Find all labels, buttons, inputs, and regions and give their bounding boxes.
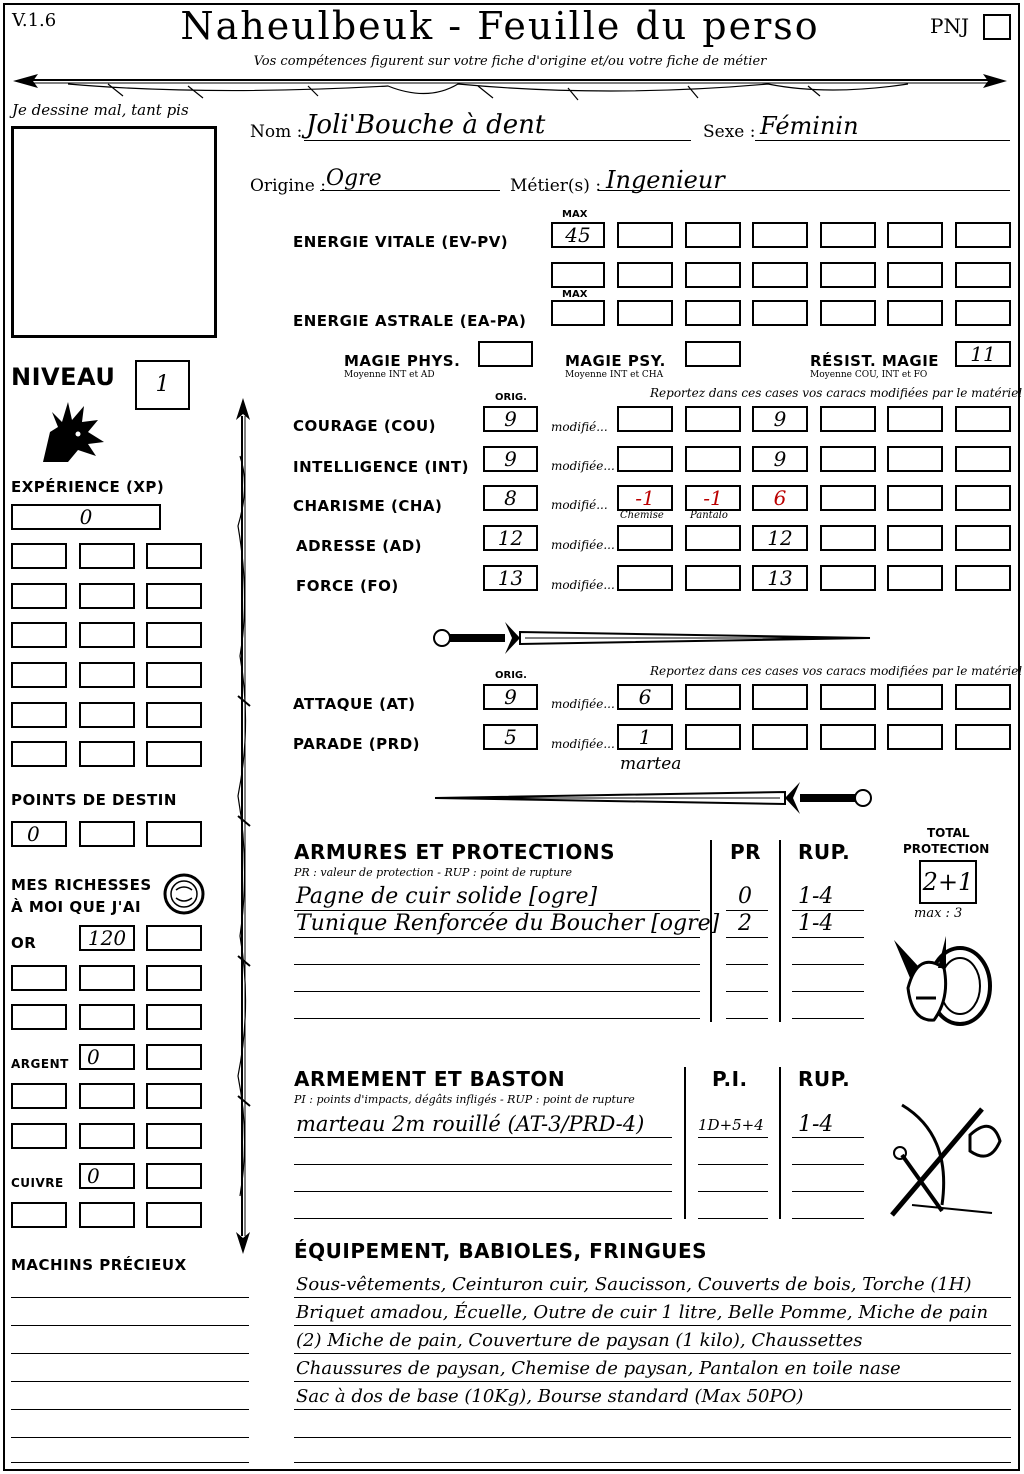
xp-cell[interactable] — [79, 741, 135, 767]
argent-box[interactable] — [146, 1044, 202, 1070]
ea-box[interactable] — [617, 300, 673, 326]
ev-box[interactable] — [752, 222, 808, 248]
magie-psy-box[interactable] — [685, 341, 741, 367]
or-box[interactable] — [11, 965, 67, 991]
metier-value[interactable]: Ingenieur — [606, 166, 725, 194]
destin-label: POINTS DE DESTIN — [11, 791, 177, 809]
int-orig-box[interactable]: 9 — [483, 446, 538, 472]
cou-mod-box[interactable] — [685, 406, 741, 432]
cou-mod-box[interactable] — [955, 406, 1011, 432]
prd-mod-box[interactable] — [955, 724, 1011, 750]
ev-box[interactable] — [955, 262, 1011, 288]
ev-box[interactable] — [551, 262, 605, 288]
nom-label: Nom : — [250, 122, 303, 142]
armures-note: PR : valeur de protection - RUP : point de rupture — [294, 866, 572, 879]
prd-mod-box[interactable] — [820, 724, 876, 750]
richesses-label: MES RICHESSES — [11, 876, 152, 894]
int-mod-box[interactable]: 9 — [752, 446, 808, 472]
ev-box[interactable] — [685, 222, 741, 248]
total-protection-label: TOTAL — [927, 826, 970, 840]
precieux-line[interactable] — [11, 1409, 249, 1410]
or-box[interactable] — [11, 1004, 67, 1030]
fo-mod-box[interactable] — [955, 565, 1011, 591]
fo-label: FORCE (FO) — [296, 577, 399, 595]
cuivre-box[interactable] — [146, 1163, 202, 1189]
cha-label: CHARISME (CHA) — [293, 497, 443, 515]
xp-cell[interactable] — [146, 622, 202, 648]
prd-mod-box[interactable]: 1 — [617, 724, 673, 750]
ad-mod-box[interactable] — [955, 525, 1011, 551]
sword-ornament — [430, 778, 875, 818]
int-label: INTELLIGENCE (INT) — [293, 458, 469, 476]
cuivre-box[interactable] — [146, 1202, 202, 1228]
xp-cell[interactable] — [11, 662, 67, 688]
equipement-line[interactable]: Sac à dos de base (10Kg), Bourse standard (Max 50PO) — [296, 1386, 804, 1407]
precieux-line[interactable] — [11, 1381, 249, 1382]
xp-cell[interactable] — [11, 583, 67, 609]
at-mod-box[interactable]: 6 — [617, 684, 673, 710]
or-box[interactable]: 120 — [79, 925, 135, 951]
ea-max-box[interactable] — [551, 300, 605, 326]
page-subtitle: Vos compétences figurent sur votre fiche d'origine et/ou votre fiche de métier — [253, 54, 767, 69]
ev-box[interactable] — [617, 222, 673, 248]
niveau-label: NIVEAU — [11, 363, 116, 391]
prd-orig-box[interactable]: 5 — [483, 724, 538, 750]
dragon-head-icon — [38, 392, 108, 466]
precieux-line[interactable] — [11, 1353, 249, 1354]
xp-cell[interactable] — [146, 741, 202, 767]
at-mod-box[interactable] — [955, 684, 1011, 710]
armure-row-rup[interactable]: 1-4 — [798, 884, 834, 909]
magie-phys-label: MAGIE PHYS. — [344, 352, 461, 370]
nom-value[interactable]: Joli'Bouche à dent — [306, 110, 546, 140]
ev-box[interactable] — [685, 262, 741, 288]
ad-label: ADRESSE (AD) — [296, 537, 423, 555]
int-mod-box[interactable] — [617, 446, 673, 472]
precieux-line[interactable] — [11, 1437, 249, 1438]
stats-orig-label: ORIG. — [495, 392, 527, 403]
at-mod-box[interactable] — [685, 684, 741, 710]
armure-row-pr[interactable]: 0 — [738, 884, 752, 909]
destin-box[interactable] — [79, 821, 135, 847]
or-box[interactable] — [146, 1004, 202, 1030]
xp-cell[interactable] — [79, 662, 135, 688]
xp-cell[interactable] — [11, 543, 67, 569]
fo-mod-label: modifiée... — [551, 578, 615, 592]
cha-mod-box[interactable] — [820, 485, 876, 511]
armement-note: PI : points d'impacts, dégâts infligés - RUP : point de rupture — [294, 1093, 635, 1106]
ad-orig-box[interactable]: 12 — [483, 525, 538, 551]
ev-box[interactable] — [887, 262, 943, 288]
ev-box[interactable] — [617, 262, 673, 288]
magie-phys-box[interactable] — [478, 341, 533, 367]
sword-ornament — [430, 618, 875, 658]
cha-orig-box[interactable]: 8 — [483, 485, 538, 511]
combat-report-note: Reportez dans ces cases vos caracs modifiées par le matériel — [650, 664, 1023, 678]
cha-mod-box[interactable]: -1 — [617, 485, 673, 511]
ea-box[interactable] — [820, 300, 876, 326]
fo-mod-box[interactable] — [685, 565, 741, 591]
xp-cell[interactable] — [11, 741, 67, 767]
equipement-line[interactable]: (2) Miche de pain, Couverture de paysan (1 kilo), Chaussettes — [296, 1330, 863, 1351]
cou-mod-box[interactable] — [887, 406, 943, 432]
armement-rup-header: RUP. — [798, 1067, 851, 1091]
xp-cell[interactable] — [146, 702, 202, 728]
ev-max-label: MAX — [562, 209, 588, 220]
equipement-line[interactable]: Briquet amadou, Écuelle, Outre de cuir 1 litre, Belle Pomme, Miche de pain — [296, 1302, 989, 1323]
at-mod-box[interactable] — [887, 684, 943, 710]
int-mod-box[interactable] — [820, 446, 876, 472]
argent-box[interactable] — [11, 1083, 67, 1109]
portrait-caption: Je dessine mal, tant pis — [12, 101, 189, 119]
magie-phys-note: Moyenne INT et AD — [344, 370, 435, 380]
ev-box[interactable] — [820, 222, 876, 248]
cou-mod-label: modifié... — [551, 420, 608, 434]
int-mod-label: modifiée... — [551, 459, 615, 473]
ea-label: ENERGIE ASTRALE (EA-PA) — [293, 312, 527, 330]
int-mod-box[interactable] — [887, 446, 943, 472]
cou-label: COURAGE (COU) — [293, 417, 437, 435]
xp-cell[interactable] — [79, 622, 135, 648]
total-protection-label-2: PROTECTION — [903, 842, 990, 856]
pnj-checkbox[interactable] — [983, 14, 1011, 40]
xp-cell[interactable] — [11, 622, 67, 648]
cou-mod-box[interactable] — [820, 406, 876, 432]
resist-magie-label: RÉSIST. MAGIE — [810, 352, 940, 370]
xp-cell[interactable] — [79, 702, 135, 728]
destin-box[interactable] — [146, 821, 202, 847]
cou-orig-box[interactable]: 9 — [483, 406, 538, 432]
origine-value[interactable]: Ogre — [326, 166, 382, 191]
precieux-line[interactable] — [11, 1325, 249, 1326]
cuivre-box[interactable]: 0 — [79, 1163, 135, 1189]
cha-mod-box[interactable] — [887, 485, 943, 511]
or-box[interactable] — [79, 1004, 135, 1030]
prd-label: PARADE (PRD) — [293, 735, 421, 753]
ad-mod-box[interactable] — [820, 525, 876, 551]
xp-box[interactable]: 0 — [11, 504, 161, 530]
prd-mod-box[interactable] — [752, 724, 808, 750]
xp-cell[interactable] — [146, 583, 202, 609]
header-spear-ornament — [8, 66, 1012, 106]
page-title: Naheulbeuk - Feuille du perso — [180, 4, 820, 48]
ad-mod-box[interactable] — [685, 525, 741, 551]
metier-label: Métier(s) : — [510, 176, 602, 196]
int-mod-box[interactable] — [685, 446, 741, 472]
argent-label: ARGENT — [11, 1057, 69, 1071]
cha-mod-note: Pantalo — [690, 510, 728, 521]
armure-row-name[interactable]: Tunique Renforcée du Boucher [ogre] — [296, 911, 720, 936]
cuivre-box[interactable] — [11, 1202, 67, 1228]
magie-psy-note: Moyenne INT et CHA — [565, 370, 664, 380]
pnj-label: PNJ — [930, 14, 969, 38]
coin-icon — [162, 872, 206, 916]
armures-title: ARMURES ET PROTECTIONS — [294, 840, 615, 864]
ad-mod-box[interactable]: 12 — [752, 525, 808, 551]
helmet-shield-icon — [888, 928, 1000, 1028]
armure-row-pr[interactable]: 2 — [738, 911, 752, 936]
cou-mod-box[interactable] — [617, 406, 673, 432]
ea-max-label: MAX — [562, 289, 588, 300]
cuivre-label: CUIVRE — [11, 1176, 64, 1190]
fo-mod-box[interactable] — [887, 565, 943, 591]
armement-pi-header: P.I. — [712, 1067, 748, 1091]
arme-row-name[interactable]: marteau 2m rouillé (AT-3/PRD-4) — [296, 1112, 645, 1136]
prd-mod-box[interactable] — [685, 724, 741, 750]
precieux-line[interactable] — [11, 1297, 249, 1298]
stats-report-note: Reportez dans ces cases vos caracs modifiées par le matériel — [650, 386, 1023, 400]
richesses-label-2: À MOI QUE J'AI — [11, 898, 142, 916]
or-label: OR — [11, 934, 37, 952]
equipement-title: ÉQUIPEMENT, BABIOLES, FRINGUES — [294, 1239, 708, 1263]
resist-magie-note: Moyenne COU, INT et FO — [810, 370, 928, 380]
xp-cell[interactable] — [146, 543, 202, 569]
at-orig-box[interactable]: 9 — [483, 684, 538, 710]
xp-cell[interactable] — [79, 583, 135, 609]
cha-mod-label: modifié... — [551, 498, 608, 512]
sexe-label: Sexe : — [703, 122, 756, 142]
argent-box[interactable] — [79, 1083, 135, 1109]
total-protection-box[interactable]: 2+1 — [919, 860, 977, 904]
resist-magie-box[interactable]: 11 — [955, 341, 1011, 367]
at-label: ATTAQUE (AT) — [293, 695, 416, 713]
armures-rup-header: RUP. — [798, 840, 851, 864]
equipement-line[interactable]: Sous-vêtements, Ceinturon cuir, Saucisson, Couverts de bois, Torche (1H) — [296, 1274, 972, 1295]
argent-box[interactable]: 0 — [79, 1044, 135, 1070]
xp-cell[interactable] — [79, 543, 135, 569]
ev-box[interactable] — [752, 262, 808, 288]
xp-cell[interactable] — [11, 702, 67, 728]
cuivre-box[interactable] — [79, 1202, 135, 1228]
xp-cell[interactable] — [146, 662, 202, 688]
fo-mod-box[interactable]: 13 — [752, 565, 808, 591]
argent-box[interactable] — [146, 1123, 202, 1149]
ev-max-box[interactable]: 45 — [551, 222, 605, 248]
precieux-line[interactable] — [11, 1462, 249, 1463]
weapon-note: martea — [620, 754, 682, 774]
ea-box[interactable] — [752, 300, 808, 326]
magie-psy-label: MAGIE PSY. — [565, 352, 666, 370]
fo-mod-box[interactable] — [617, 565, 673, 591]
ea-box[interactable] — [887, 300, 943, 326]
armure-row-name[interactable]: Pagne de cuir solide [ogre] — [296, 884, 598, 909]
fo-orig-box[interactable]: 13 — [483, 565, 538, 591]
destin-box[interactable]: 0 — [11, 821, 67, 847]
ad-mod-box[interactable] — [617, 525, 673, 551]
sexe-value[interactable]: Féminin — [760, 112, 859, 140]
combat-orig-label: ORIG. — [495, 670, 527, 681]
portrait-box[interactable] — [11, 126, 217, 338]
arme-row-pi[interactable]: 1D+5+4 — [698, 1116, 764, 1134]
or-box[interactable] — [146, 965, 202, 991]
ev-box[interactable] — [955, 222, 1011, 248]
fo-mod-box[interactable] — [820, 565, 876, 591]
ea-box[interactable] — [685, 300, 741, 326]
armement-title: ARMEMENT ET BASTON — [294, 1067, 566, 1091]
precieux-label: MACHINS PRÉCIEUX — [11, 1256, 187, 1274]
version-label: V.1.6 — [12, 10, 57, 31]
equipement-line[interactable]: Chaussures de paysan, Chemise de paysan, Pantalon en toile nase — [296, 1358, 901, 1379]
ev-label: ENERGIE VITALE (EV-PV) — [293, 233, 509, 251]
spear-divider-ornament — [228, 396, 258, 1256]
ea-box[interactable] — [955, 300, 1011, 326]
int-mod-box[interactable] — [955, 446, 1011, 472]
cha-mod-box[interactable] — [955, 485, 1011, 511]
niveau-box[interactable]: 1 — [135, 360, 190, 410]
ad-mod-box[interactable] — [887, 525, 943, 551]
armures-pr-header: PR — [730, 840, 762, 864]
ev-box[interactable] — [887, 222, 943, 248]
or-box[interactable] — [79, 965, 135, 991]
or-box[interactable] — [146, 925, 202, 951]
total-protection-max: max : 3 — [914, 906, 963, 921]
crossed-weapons-icon — [882, 1095, 1006, 1221]
cha-mod-box[interactable]: 6 — [752, 485, 808, 511]
prd-mod-box[interactable] — [887, 724, 943, 750]
prd-mod-label: modifiée... — [551, 737, 615, 751]
cou-mod-box[interactable]: 9 — [752, 406, 808, 432]
xp-label: EXPÉRIENCE (XP) — [11, 478, 165, 496]
arme-row-rup[interactable]: 1-4 — [798, 1112, 834, 1137]
at-mod-box[interactable] — [820, 684, 876, 710]
argent-box[interactable] — [146, 1083, 202, 1109]
argent-box[interactable] — [11, 1123, 67, 1149]
at-mod-label: modifiée... — [551, 697, 615, 711]
cha-mod-box[interactable]: -1 — [685, 485, 741, 511]
armure-row-rup[interactable]: 1-4 — [798, 911, 834, 936]
ad-mod-label: modifiée... — [551, 538, 615, 552]
origine-label: Origine : — [250, 176, 326, 196]
ev-box[interactable] — [820, 262, 876, 288]
cha-mod-note: Chemise — [620, 510, 664, 521]
argent-box[interactable] — [79, 1123, 135, 1149]
at-mod-box[interactable] — [752, 684, 808, 710]
